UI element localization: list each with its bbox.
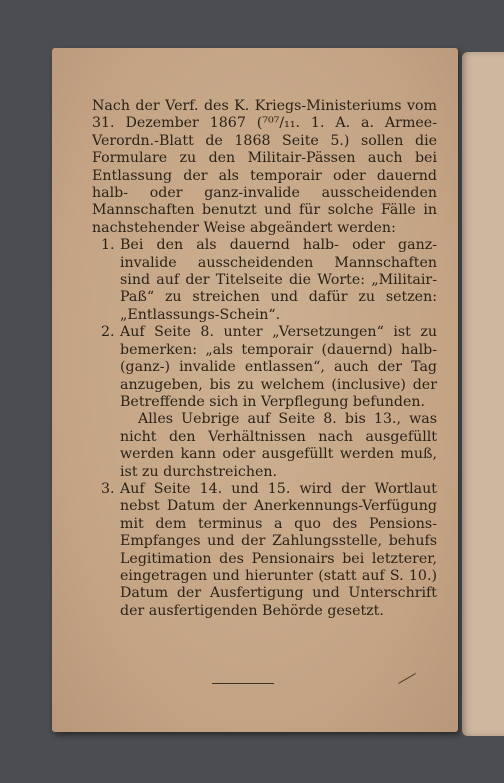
list-item-text: Bei den als dauernd halb- oder ganz-invalide ausscheidenden Mannschaften sind auf der Titelseite die Worte: „Militair-Paß“ zu streichen und dafür zu setzen: „Entlassungs-Schein“.: [120, 237, 437, 323]
list-item-text: Auf Seite 8. unter „Versetzungen“ ist zu bemerken: „als temporair (dauernd) halb- (ganz-) invalide entlassen“, auch der Tag anzugeben, bis zu welchem (inclusive) der Betreffende sich in Verpflegung befunden.: [120, 324, 437, 410]
list-item: [92, 324, 437, 411]
pencil-mark: [398, 673, 416, 684]
list-item: [92, 237, 437, 324]
next-page-edge: [462, 52, 504, 736]
document-page: [52, 48, 458, 732]
list-item-number: 3.: [101, 480, 115, 497]
closing-rule: [212, 683, 274, 684]
intro-paragraph: Nach der Verf. des K. Kriegs-Ministeriums vom 31. Dezember 1867 (⁷⁰⁷/₁₁. 1. A. a. Armee-Verordn.-Blatt de 1868 Seite 5.) sollen die Formulare zu den Militair-Pässen auch bei Entlassung der als temporair oder dauernd halb- oder ganz-invalide ausscheidenden Mannschaften benutzt und für solche Fälle in nachstehender Weise abgeändert werden:: [92, 98, 437, 236]
note-paragraph: Alles Uebrige auf Seite 8. bis 13., was nicht den Verhältnissen nach ausgefüllt werden kann oder ausgefüllt werden muß, ist zu durchstreichen.: [120, 411, 437, 480]
list-item: [92, 481, 437, 620]
list-item-number: 1.: [101, 237, 115, 254]
list-item-number: 2.: [101, 324, 115, 341]
list-item-text: Auf Seite 14. und 15. wird der Wortlaut nebst Datum der Anerkennungs-Verfügung mit dem terminus a quo des Pensions-Empfanges und der Zahlungsstelle, behufs Legitimation des Pensionairs bei letzterer, eingetragen und hierunter (statt auf S. 10.) Datum der Ausfertigung und Unterschrift der ausfertigenden Behörde gesetzt.: [120, 480, 437, 619]
page-text: [92, 98, 437, 620]
